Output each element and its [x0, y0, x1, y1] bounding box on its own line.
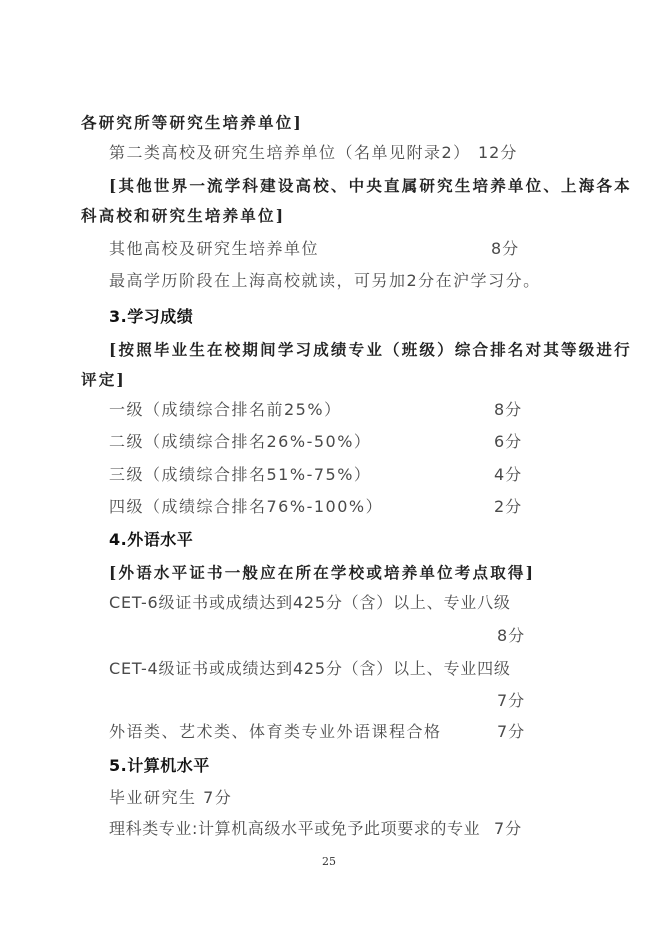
score: 7分	[497, 722, 526, 741]
text-line: [其他世界一流学科建设高校、中央直属研究生培养单位、上海各本	[109, 176, 632, 195]
score: 2分	[494, 497, 523, 516]
text-line: 三级（成绩综合排名51%-75%）	[109, 465, 372, 484]
section-heading: 3.学习成绩	[109, 307, 194, 326]
text-line: 一级（成绩综合排名前25%）	[109, 400, 342, 419]
text-line: 评定]	[81, 370, 126, 389]
section-heading: 5.计算机水平	[109, 756, 210, 775]
text-line: 四级（成绩综合排名76%-100%）	[109, 497, 384, 516]
text-line: 第二类高校及研究生培养单位（名单见附录2）	[109, 143, 471, 162]
score: 4分	[494, 465, 523, 484]
text-line: CET-6级证书或成绩达到425分（含）以上、专业八级	[109, 593, 511, 612]
score: 8分	[494, 400, 523, 419]
score: 7分	[497, 691, 526, 710]
score: 6分	[494, 432, 523, 451]
text-line: [按照毕业生在校期间学习成绩专业（班级）综合排名对其等级进行	[109, 340, 632, 359]
text-line: 二级（成绩综合排名26%-50%）	[109, 432, 372, 451]
text-line: [外语水平证书一般应在所在学校或培养单位考点取得]	[109, 563, 536, 582]
text-line: 各研究所等研究生培养单位]	[81, 113, 303, 132]
text-line: 其他高校及研究生培养单位	[109, 239, 320, 258]
text-line: 科高校和研究生培养单位]	[81, 206, 286, 225]
text-line: 最高学历阶段在上海高校就读，可另加2分在沪学习分。	[109, 271, 541, 290]
section-heading: 4.外语水平	[109, 530, 194, 549]
score: 8分	[497, 626, 526, 645]
text-line: 外语类、艺术类、体育类专业外语课程合格	[109, 722, 442, 741]
score: 12分	[478, 143, 518, 162]
score: 7分	[494, 819, 523, 838]
score: 8分	[491, 239, 520, 258]
text-line: 理科类专业:计算机高级水平或免予此项要求的专业	[109, 819, 481, 838]
text-line: CET-4级证书或成绩达到425分（含）以上、专业四级	[109, 659, 511, 678]
page-number: 25	[322, 855, 336, 868]
text-line: 毕业研究生 7分	[109, 788, 233, 807]
